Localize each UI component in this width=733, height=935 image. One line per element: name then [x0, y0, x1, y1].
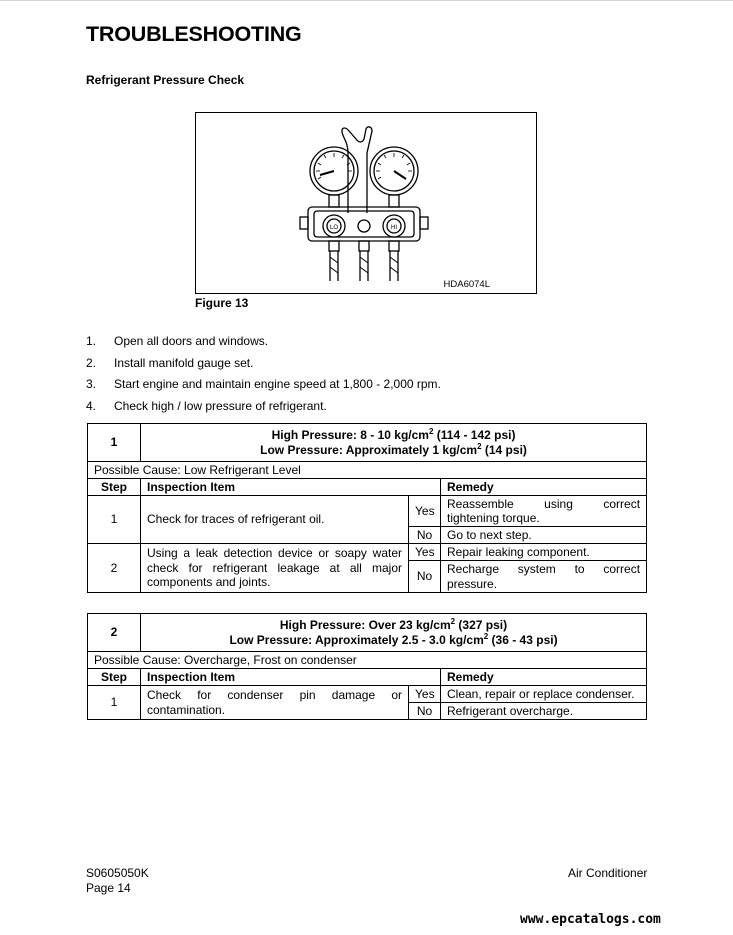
- possible-cause-row: [88, 462, 647, 479]
- high-pressure-psi: (114 - 142 psi): [433, 428, 516, 442]
- procedure-step: [86, 334, 441, 356]
- yes-cell: Yes: [409, 496, 441, 527]
- remedy-header: Remedy: [441, 669, 647, 686]
- low-pressure-psi: (14 psi): [481, 442, 527, 457]
- yes-remedy: Clean, repair or replace condenser.: [441, 686, 647, 703]
- troubleshooting-table-2: [87, 613, 647, 720]
- pressure-header-row: [88, 424, 647, 462]
- step-text: Start engine and maintain engine speed at 1,800 - 2,000 rpm.: [114, 377, 441, 391]
- unit-superscript: 2: [450, 617, 456, 626]
- column-header-row: [88, 669, 647, 686]
- step-header: Step: [88, 669, 141, 686]
- no-cell: No: [409, 561, 441, 593]
- yes-cell: Yes: [409, 686, 441, 703]
- section-title: Refrigerant Pressure Check: [86, 73, 245, 87]
- figure-code: HDA6074L: [443, 279, 490, 290]
- figure-box: [195, 112, 537, 294]
- no-cell: No: [409, 527, 441, 544]
- watermark[interactable]: www.epcatalogs.com: [520, 912, 661, 927]
- procedure-step: [86, 399, 441, 421]
- troubleshooting-table-1: [87, 423, 647, 593]
- chapter-name: Air Conditioner: [568, 866, 648, 880]
- table-id: 2: [88, 614, 141, 652]
- step-text: Check high / low pressure of refrigerant.: [114, 398, 327, 413]
- table-row: [88, 496, 647, 527]
- step-cell: 1: [88, 686, 141, 720]
- remedy-header: Remedy: [441, 479, 647, 496]
- yes-cell: Yes: [409, 544, 441, 561]
- yes-remedy: Repair leaking component.: [441, 544, 647, 561]
- high-pressure-psi: (327 psi): [455, 618, 508, 632]
- page-title: TROUBLESHOOTING: [86, 22, 302, 46]
- no-remedy: Go to next step.: [441, 527, 647, 544]
- page-number: Page 14: [86, 880, 131, 895]
- unit-superscript: 2: [428, 427, 434, 436]
- pressure-spec: [141, 424, 647, 462]
- step-cell: 2: [88, 544, 141, 593]
- inspection-item: Using a leak detection device or soapy water check for refrigerant leakage at all major components and joints.: [141, 544, 409, 593]
- step-text: Install manifold gauge set.: [114, 355, 254, 370]
- table-id: 1: [88, 424, 141, 462]
- manifold-gauge-illustration: [196, 113, 538, 295]
- inspection-item: Check for condenser pin damage or contamination.: [141, 686, 409, 720]
- procedure-step: [86, 377, 441, 399]
- column-header-row: [88, 479, 647, 496]
- inspection-header: Inspection Item: [141, 669, 441, 686]
- step-number: 4.: [86, 398, 97, 413]
- hi-knob-label: HI: [391, 225, 397, 231]
- step-number: 2.: [86, 355, 97, 370]
- possible-cause: Possible Cause: Overcharge, Frost on condenser: [88, 652, 647, 669]
- pressure-spec: [141, 614, 647, 652]
- yes-remedy: Reassemble using correct tightening torque.: [441, 496, 647, 527]
- unit-superscript: 2: [483, 631, 489, 641]
- no-remedy: Recharge system to correct pressure.: [441, 561, 647, 593]
- table-row: [88, 544, 647, 561]
- step-number: 3.: [86, 377, 97, 391]
- step-text: Open all doors and windows.: [114, 334, 269, 348]
- procedure-steps: [86, 334, 441, 420]
- no-remedy: Refrigerant overcharge.: [441, 703, 647, 720]
- step-number: 1.: [86, 334, 97, 348]
- step-cell: 1: [88, 496, 141, 544]
- low-pressure-label: Low Pressure: Approximately 2.5 - 3.0 kg/cm: [229, 632, 484, 647]
- inspection-item: Check for traces of refrigerant oil.: [141, 496, 409, 544]
- possible-cause: Possible Cause: Low Refrigerant Level: [88, 462, 647, 479]
- unit-superscript: 2: [477, 441, 482, 451]
- top-rule: [0, 0, 733, 1]
- possible-cause-row: [88, 652, 647, 669]
- procedure-step: [86, 356, 441, 378]
- pressure-header-row: [88, 614, 647, 652]
- doc-code: S0605050K: [86, 866, 149, 880]
- no-cell: No: [409, 703, 441, 720]
- table-row: [88, 686, 647, 703]
- inspection-header: Inspection Item: [141, 479, 441, 496]
- high-pressure-label: High Pressure: 8 - 10 kg/cm: [271, 428, 429, 442]
- footer-left: [86, 866, 149, 895]
- low-pressure-label: Low Pressure: Approximately 1 kg/cm: [260, 442, 478, 457]
- low-pressure-psi: (36 - 43 psi): [488, 632, 558, 647]
- figure-caption: Figure 13: [195, 296, 249, 310]
- high-pressure-label: High Pressure: Over 23 kg/cm: [279, 618, 451, 632]
- step-header: Step: [88, 479, 141, 496]
- lo-knob-label: LO: [329, 225, 339, 231]
